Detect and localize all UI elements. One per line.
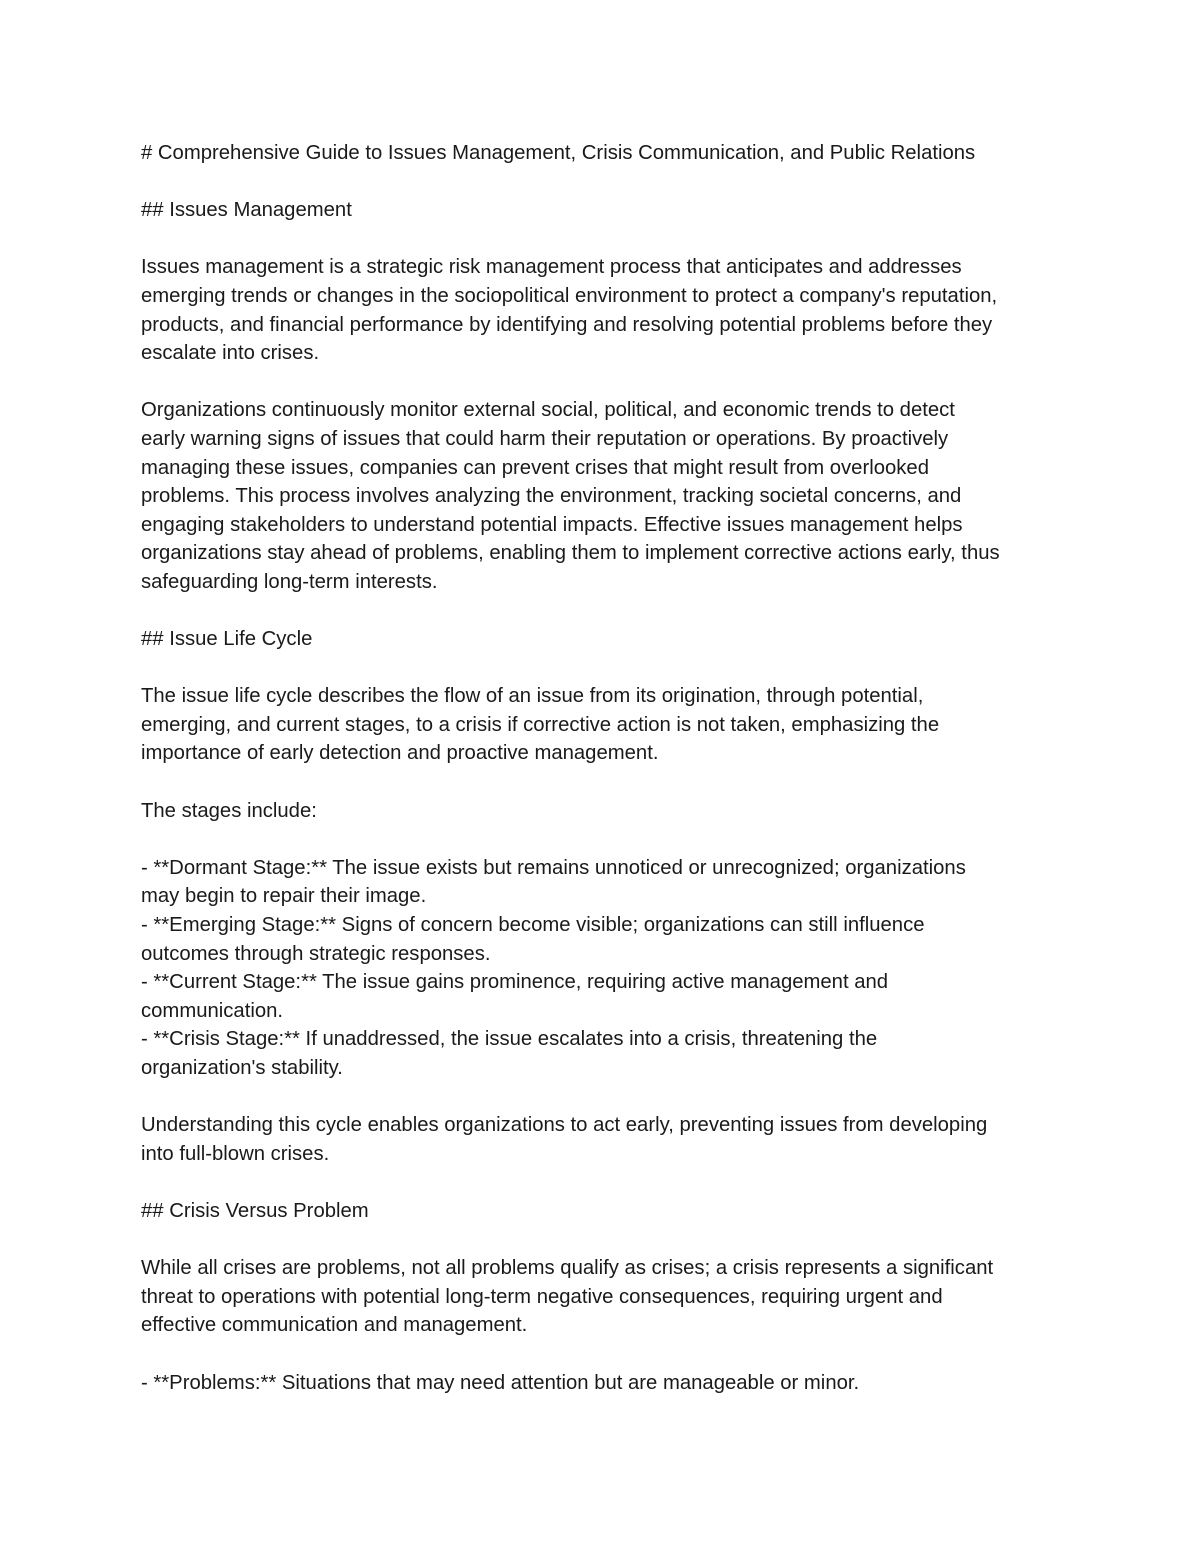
paragraph-gap	[141, 1226, 1071, 1255]
list-item: - **Current Stage:** The issue gains prominence, requiring active management and	[141, 971, 889, 994]
document-body	[141, 139, 1071, 1397]
text-line: emerging, and current stages, to a crisis if corrective action is not taken, emphasizing the	[141, 713, 940, 736]
text-line: Issues management is a strategic risk management process that anticipates and addresses	[141, 256, 962, 279]
list-item: - **Crisis Stage:** If unaddressed, the issue escalates into a crisis, threatening the	[141, 1028, 878, 1051]
text-line: The stages include:	[141, 799, 317, 822]
section-heading-issue-life-cycle: ## Issue Life Cycle	[141, 628, 313, 651]
list-item: - **Emerging Stage:** Signs of concern become visible; organizations can still influence	[141, 914, 925, 937]
list-item-continuation: organization's stability.	[141, 1057, 343, 1079]
document-title: # Comprehensive Guide to Issues Management, Crisis Communication, and Public Relations	[141, 142, 976, 164]
text-line: The issue life cycle describes the flow of an issue from its origination, through potential,	[141, 685, 924, 708]
stage-list	[141, 854, 1071, 1083]
paragraph-gap	[141, 1083, 1071, 1112]
text-line: Understanding this cycle enables organizations to act early, preventing issues from developing	[141, 1114, 988, 1137]
text-line: organizations stay ahead of problems, enabling them to implement corrective actions early, thus	[141, 542, 1000, 565]
paragraph-issues-management-definition	[141, 253, 1071, 367]
text-line: importance of early detection and proactive management.	[141, 742, 659, 765]
list-item: - **Dormant Stage:** The issue exists but remains unnoticed or unrecognized; organizations	[141, 856, 966, 879]
section-heading-issues-management: ## Issues Management	[141, 199, 352, 222]
list-item-continuation: outcomes through strategic responses.	[141, 942, 491, 965]
paragraph-life-cycle-description	[141, 682, 1071, 768]
text-line: Organizations continuously monitor external social, political, and economic trends to detect	[141, 399, 955, 422]
text-line: products, and financial performance by identifying and resolving potential problems before they	[141, 313, 993, 336]
paragraph-gap	[141, 225, 1071, 254]
text-line: emerging trends or changes in the sociopolitical environment to protect a company's reputation,	[141, 284, 998, 307]
paragraph-issues-management-monitoring	[141, 396, 1071, 596]
paragraph-gap	[141, 1340, 1071, 1369]
text-line: safeguarding long-term interests.	[141, 570, 438, 593]
list-item: - **Problems:** Situations that may need attention but are manageable or minor.	[141, 1371, 860, 1394]
text-line: threat to operations with potential long-term negative consequences, requiring urgent and	[141, 1285, 943, 1308]
paragraph-gap	[141, 825, 1071, 854]
paragraph-gap	[141, 768, 1071, 797]
text-line: problems. This process involves analyzing the environment, tracking societal concerns, and	[141, 485, 962, 508]
text-line: early warning signs of issues that could harm their reputation or operations. By proactively	[141, 427, 949, 450]
list-item-continuation: may begin to repair their image.	[141, 885, 427, 908]
problem-list	[141, 1369, 1071, 1398]
text-line: escalate into crises.	[141, 342, 320, 365]
paragraph-gap	[141, 654, 1071, 683]
paragraph-gap	[141, 597, 1071, 626]
paragraph-gap	[141, 168, 1071, 197]
text-line: While all crises are problems, not all problems qualify as crises; a crisis represents a significant	[141, 1257, 994, 1280]
section-heading-crisis-versus-problem: ## Crisis Versus Problem	[141, 1199, 369, 1222]
paragraph-gap	[141, 368, 1071, 397]
text-line: engaging stakeholders to understand potential impacts. Effective issues management helps	[141, 513, 963, 536]
paragraph-stages-intro	[141, 797, 1071, 826]
paragraph-gap	[141, 1168, 1071, 1197]
text-line: managing these issues, companies can prevent crises that might result from overlooked	[141, 456, 929, 479]
paragraph-crisis-vs-problem	[141, 1254, 1071, 1340]
list-item-continuation: communication.	[141, 999, 284, 1022]
paragraph-cycle-understanding	[141, 1111, 1071, 1168]
text-line: effective communication and management.	[141, 1314, 528, 1337]
text-line: into full-blown crises.	[141, 1142, 330, 1165]
